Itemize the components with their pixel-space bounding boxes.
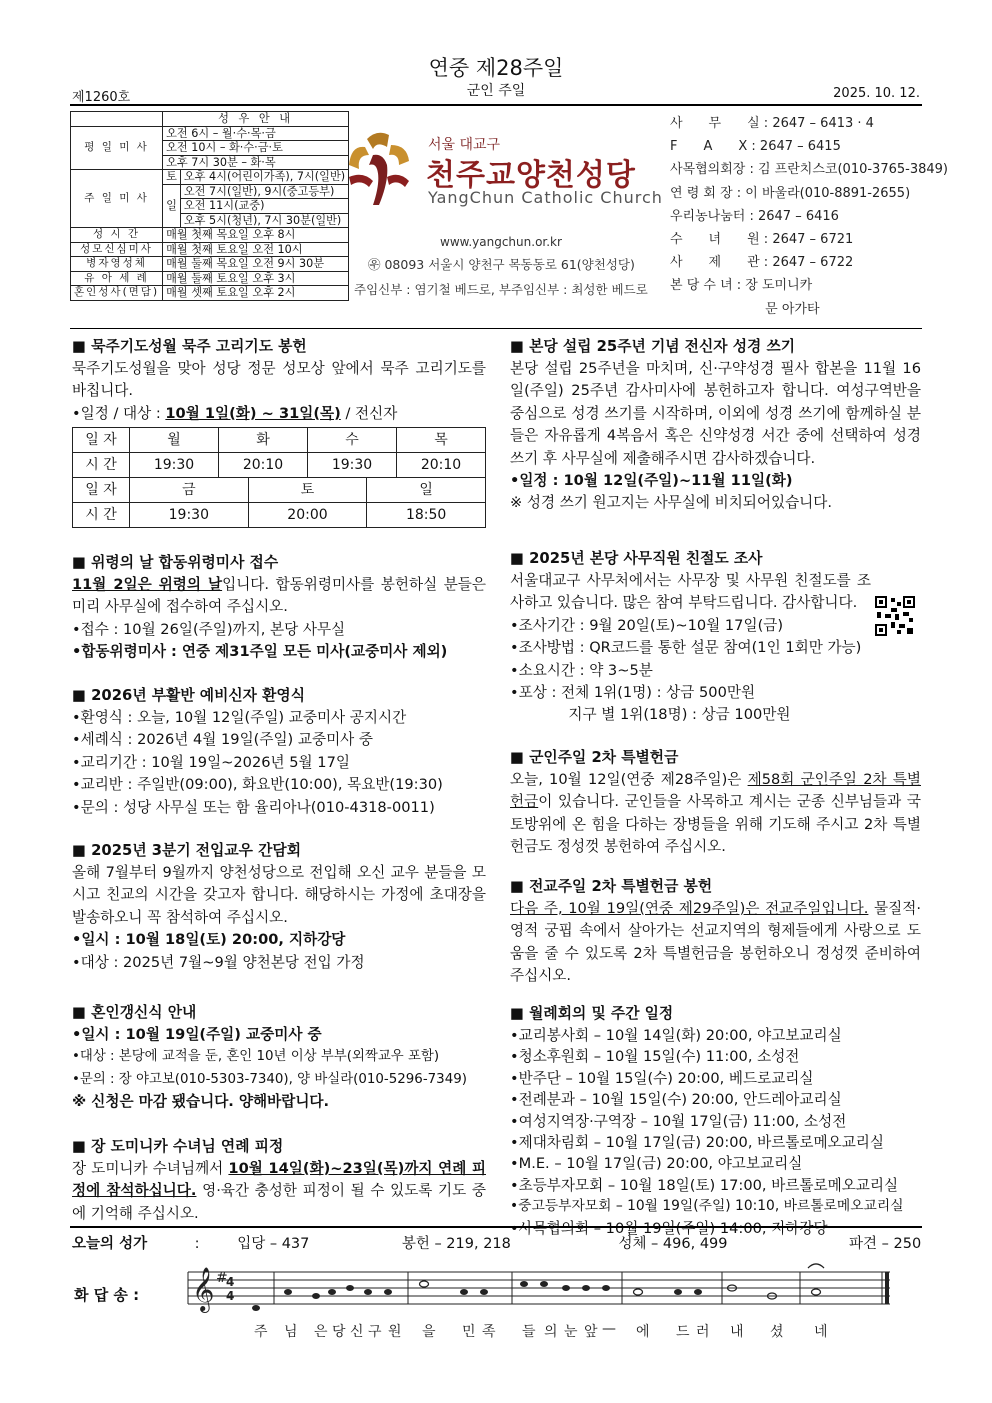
row-label: 유 아 세 례 bbox=[71, 271, 163, 286]
row-label: 병자영성체 bbox=[71, 257, 163, 272]
church-logo-icon bbox=[343, 125, 415, 209]
section-divider bbox=[70, 328, 922, 329]
section-body: 올해 7월부터 9월까지 양천성당으로 전입해 오신 교우 분들을 모시고 친교의 시간을 갖고자 합니다. 해당하시는 가정에 초대장을 발송하오니 꼭 참석하여 주십시오. bbox=[72, 864, 486, 926]
church-name: 천주교양천성당 bbox=[426, 158, 636, 193]
section-title: ■ 2025년 3분기 전입교우 간담회 bbox=[72, 842, 302, 859]
list-item: •교리봉사회 – 10월 14일(화) 20:00, 야고보교리실 bbox=[510, 1027, 842, 1044]
contact-item: F A X : 2647 – 6415 bbox=[670, 139, 841, 155]
list-item: •중고등부자모회 – 10월 19일(주일) 10:10, 바르톨로메오교리실 bbox=[510, 1198, 904, 1215]
section-rosary bbox=[72, 336, 486, 528]
list-item: •청소후원회 – 10월 15일(수) 11:00, 소성전 bbox=[510, 1048, 800, 1066]
list-item: •대상 : 본당에 교적을 둔, 혼인 10년 이상 부부(외짝교우 포함) bbox=[72, 1049, 440, 1065]
weekday-label: 평 일 미 사 bbox=[71, 126, 163, 170]
contact-item: 우리농나눔터 : 2647 – 6416 bbox=[670, 208, 839, 224]
schedule-line: •일정 / 대상 : 10월 1일(화) ~ 31일(목) / 전신자 bbox=[72, 404, 398, 422]
list-item: •일시 : 10월 19일(주일) 교중미사 중 bbox=[72, 1026, 322, 1043]
svg-text:4: 4 bbox=[226, 1275, 235, 1289]
section-military-sunday bbox=[510, 747, 921, 859]
section-title: ■ 묵주기도성월 묵주 고리기도 봉헌 bbox=[72, 338, 307, 355]
contact-item: 본 당 수 녀 : 장 도미니카 bbox=[670, 278, 813, 294]
section-body: 다음 주, 10월 19일(연중 제29주일)은 전교주일입니다. 물질적·영적 궁핍 속에서 살아가는 선교지역의 형제들에게 사랑으로 도움을 줄 수 있도록 2차 특별헌금을 봉헌하오니 정성껏 준비하여 주십시오. bbox=[510, 900, 921, 985]
section-retreat bbox=[72, 1136, 486, 1225]
list-item: •사목협의회 – 10월 19일(주일) 14:00, 지하강당 bbox=[510, 1219, 828, 1237]
church-name-english: YangChun Catholic Church bbox=[428, 188, 663, 207]
sunday-mass: 오전 11시(교중) bbox=[180, 199, 348, 214]
section-mission-sunday bbox=[510, 876, 921, 988]
list-item: •조사기간 : 9월 20일(토)~10월 17일(금) bbox=[510, 616, 784, 634]
list-item: •일정 : 10월 12일(주일)~11월 11일(화) bbox=[510, 472, 793, 490]
hymn-communion: 성체 – 496, 499 bbox=[618, 1236, 728, 1252]
list-item: •포상 : 전체 1위(1명) : 상금 500만원 bbox=[510, 684, 756, 702]
bulletin-title: 연중 제28주일 bbox=[428, 56, 564, 80]
hymn-colon: : bbox=[194, 1236, 200, 1252]
note: ※ 성경 쓰기 원고지는 사무실에 비치되어있습니다. bbox=[510, 494, 833, 512]
section-body: 11월 2일은 위령의 날입니다. 합동위령미사를 봉헌하실 분들은 미리 사무실에 접수하여 주십시오. bbox=[72, 576, 487, 616]
list-item: 지구 별 1위(18명) : 상금 100만원 bbox=[510, 706, 791, 724]
section-body: 본당 설립 25주년을 마치며, 신·구약성경 필사 합본을 11월 16일(주일) 25주년 감사미사에 봉헌하고자 합니다. 여성구역반을 중심으로 성경 쓰기를 시작하며, 이외에 성경 쓰기에 함께하실 분들은 자유롭게 4복음서 혹은 신약성경 서간 중에 선택하여 성경 쓰기 후 사무실에 제출해주시면 감사하겠습니다. bbox=[510, 360, 921, 467]
psalm-label: 화 답 송 : bbox=[74, 1286, 140, 1304]
list-item: •전례분과 – 10월 15일(수) 20:00, 안드레아교리실 bbox=[510, 1091, 842, 1109]
church-address: ㉾ 08093 서울시 양천구 목동동로 61(양천성당) bbox=[368, 257, 635, 272]
contact-item: 연 령 회 장 : 이 바울라(010-8891-2655) bbox=[670, 185, 911, 201]
section-meetings bbox=[510, 1003, 921, 1239]
section-title: ■ 본당 설립 25주년 기념 전신자 성경 쓰기 bbox=[510, 338, 796, 355]
sunday-mass: 오전 7시(일반), 9시(중고등부) bbox=[180, 184, 348, 199]
row-value: 매월 둘째 토요일 오후 3시 bbox=[163, 271, 349, 286]
section-title: ■ 2026년 부활반 예비신자 환영식 bbox=[72, 687, 306, 704]
row-value: 매월 셋째 토요일 오후 2시 bbox=[163, 286, 349, 301]
contact-item: 사 제 관 : 2647 – 6722 bbox=[670, 255, 854, 271]
row-value: 매월 첫째 토요일 오전 10시 bbox=[163, 242, 349, 257]
contact-list bbox=[670, 112, 948, 321]
section-body: 오늘, 10월 12일(연중 제28주일)은 제58회 군인주일 2차 특별헌금이 있습니다. 군인들을 사목하고 계시는 군종 신부님들과 국토방위에 온 힘을 다하는 장병들을 위해 기도해 주시고 2차 특별헌금도 정성껏 봉헌하여 주십시오. bbox=[510, 771, 921, 856]
list-item: •교리기간 : 10월 19일~2026년 5월 17일 bbox=[72, 753, 350, 771]
section-survey bbox=[510, 548, 921, 727]
svg-text:#: # bbox=[216, 1270, 228, 1286]
list-item: •소요시간 : 약 3~5분 bbox=[510, 661, 653, 679]
list-item: •초등부자모회 – 10월 18일(토) 17:00, 바르톨로메오교리실 bbox=[510, 1176, 899, 1194]
weekday-mass: 오후 7시 30분 – 화·목 bbox=[163, 155, 349, 170]
section-title: ■ 전교주일 2차 특별헌금 봉헌 bbox=[510, 878, 713, 895]
list-item: •환영식 : 오늘, 10월 12일(주일) 교중미사 공지시간 bbox=[72, 709, 407, 726]
hymn-numbers bbox=[72, 1232, 921, 1253]
contact-item: 사 무 실 : 2647 – 6413 · 4 bbox=[670, 116, 874, 131]
row-value: 매월 첫째 목요일 오후 8시 bbox=[163, 228, 349, 243]
sunday-day-label: 일 bbox=[163, 184, 181, 228]
bulletin-date: 2025. 10. 12. bbox=[833, 86, 920, 101]
list-item: •반주단 – 10월 15일(수) 20:00, 베드로교리실 bbox=[510, 1069, 814, 1087]
list-item: •문의 : 성당 사무실 또는 함 율리아나(010-4318-0011) bbox=[72, 798, 435, 816]
mass-schedule-table bbox=[70, 111, 349, 301]
row-label: 성 시 간 bbox=[71, 228, 163, 243]
rosary-schedule-table-2: 일 자 금 토 일 시 간 19:30 20:00 18:50 bbox=[72, 477, 486, 528]
priests-info: 주임신부 : 염기철 베드로, 부주임신부 : 최성한 베드로 bbox=[354, 282, 648, 297]
row-label: 혼인성사(면담) bbox=[71, 286, 163, 301]
saturday-mass: 오후 4시(어린이가족), 7시(일반) bbox=[180, 170, 348, 185]
section-catechumen bbox=[72, 685, 486, 819]
weekday-mass: 오전 6시 – 월·수·목·금 bbox=[163, 126, 349, 141]
section-title: ■ 월례회의 및 주간 일정 bbox=[510, 1005, 674, 1022]
bulletin-subtitle: 군인 주일 bbox=[466, 83, 526, 99]
weekday-mass: 오전 10시 – 화·수·금·토 bbox=[163, 141, 349, 156]
list-item: •접수 : 10월 26일(주일)까지, 본당 사무실 bbox=[72, 620, 346, 638]
website-link[interactable]: www.yangchun.or.kr bbox=[440, 235, 562, 249]
issue-number: 제1260호 bbox=[72, 90, 131, 105]
list-item: •제대차림회 – 10월 17일(금) 20:00, 바르톨로메오교리실 bbox=[510, 1134, 884, 1152]
section-body: 서울대교구 사무처에서는 사무장 및 사무원 친절도를 조사하고 있습니다. 많은 참여 부탁드립니다. 감사합니다. bbox=[510, 572, 871, 612]
list-item: •교리반 : 주일반(09:00), 화요반(10:00), 목요반(19:30) bbox=[72, 776, 443, 794]
section-body: 장 도미니카 수녀님께서 10월 14일(화)~23일(목)까지 연례 피정에 참석하십니다. 영·육간 충성한 피정이 될 수 있도록 기도 중에 기억해 주십시오. bbox=[72, 1160, 487, 1222]
list-item: •대상 : 2025년 7월~9월 양천본당 전입 가정 bbox=[72, 953, 365, 971]
section-newcomers bbox=[72, 840, 486, 974]
rosary-schedule-table: 일 자 월 화 수 목 시 간 19:30 20:10 19:30 20:10 bbox=[72, 427, 486, 478]
list-item: •일시 : 10월 18일(토) 20:00, 지하강당 bbox=[72, 931, 346, 949]
contact-item: 수 녀 원 : 2647 – 6721 bbox=[670, 232, 854, 248]
hymn-recessional: 파견 – 250 bbox=[849, 1236, 922, 1252]
row-label: 성모신심미사 bbox=[71, 242, 163, 257]
svg-text:𝄞: 𝄞 bbox=[192, 1267, 215, 1311]
list-item: •조사방법 : QR코드를 통한 설문 참여(1인 1회만 가능) bbox=[510, 639, 862, 657]
section-wedding bbox=[72, 1002, 486, 1114]
section-title: ■ 2025년 본당 사무직원 친절도 조사 bbox=[510, 550, 763, 567]
music-staff bbox=[70, 1258, 922, 1324]
header-divider bbox=[70, 104, 922, 106]
section-title: ■ 군인주일 2차 특별헌금 bbox=[510, 749, 679, 766]
hymn-entrance: 입당 – 437 bbox=[237, 1236, 310, 1252]
hymn-offertory: 봉헌 – 219, 218 bbox=[401, 1236, 511, 1252]
section-title: ■ 장 도미니카 수녀님 연례 피정 bbox=[72, 1138, 284, 1155]
section-bible-writing bbox=[510, 336, 921, 515]
contact-item: 사목협의회장 : 김 프란치스코(010-3765-3849) bbox=[670, 162, 948, 178]
sunday-label: 주 일 미 사 bbox=[71, 170, 163, 228]
row-value: 매월 둘째 목요일 오전 9시 30분 bbox=[163, 257, 349, 272]
svg-text:4: 4 bbox=[226, 1289, 235, 1303]
qr-code-icon[interactable] bbox=[875, 596, 915, 636]
list-item: •M.E. – 10월 17일(금) 20:00, 야고보교리실 bbox=[510, 1155, 803, 1173]
section-title: ■ 위령의 날 합동위령미사 접수 bbox=[72, 554, 279, 571]
section-body: 묵주기도성월을 맞아 성당 정문 성모상 앞에서 묵주 고리기도를 바칩니다. bbox=[72, 360, 486, 400]
saturday-label: 토 bbox=[163, 170, 181, 185]
section-title: ■ 혼인갱신식 안내 bbox=[72, 1004, 197, 1021]
list-item: •문의 : 장 야고보(010-5303-7340), 양 바실라(010-5296-7349) bbox=[72, 1071, 467, 1087]
section-memorial bbox=[72, 552, 486, 664]
note: ※ 신청은 마감 됐습니다. 양해바랍니다. bbox=[72, 1093, 330, 1111]
mass-table-heading: 성 우 안 내 bbox=[163, 112, 349, 127]
contact-item: 문 아가타 bbox=[670, 301, 820, 317]
diocese-name: 서울 대교구 bbox=[428, 137, 501, 153]
hymn-label: 오늘의 성가 bbox=[72, 1236, 148, 1252]
footer-divider bbox=[70, 1226, 922, 1228]
list-item: •합동위령미사 : 연중 제31주일 모든 미사(교중미사 제외) bbox=[72, 643, 448, 661]
sunday-mass: 오후 5시(청년), 7시 30분(일반) bbox=[180, 213, 348, 228]
list-item: •여성지역장·구역장 – 10월 17일(금) 11:00, 소성전 bbox=[510, 1112, 847, 1130]
list-item: •세례식 : 2026년 4월 19일(주일) 교중미사 중 bbox=[72, 731, 374, 749]
